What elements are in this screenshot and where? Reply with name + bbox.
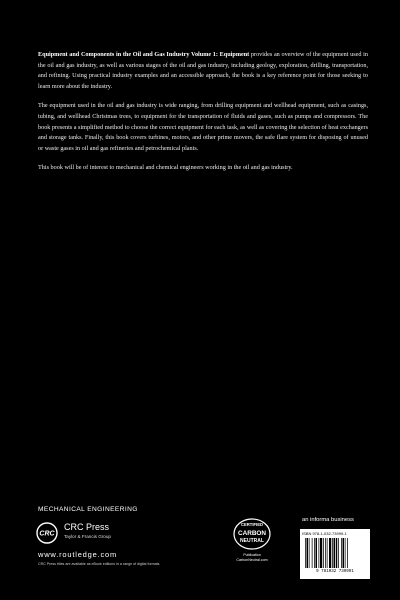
barcode-bar xyxy=(320,538,322,568)
carbon-neutral-caption xyxy=(228,553,276,563)
barcode-bar xyxy=(336,538,338,568)
blurb-paragraph-3: This book will be of interest to mechanical and chemical engineers working in the oil and gas industry. xyxy=(38,164,293,172)
barcode-bar xyxy=(309,538,310,568)
seal-line-2: CARBON xyxy=(237,530,267,537)
blurb-paragraph-1-text: provides an overview of the equipment used in the oil and gas industry, as well as various stages of the oil and gas industry, including geology, exploration, drilling, transportation, and refining. Using practical industry examples and an accessible approach, the book is a key reference point for those seeking to learn more about the industry. xyxy=(38,51,368,90)
carbon-caption-line-1: Publication xyxy=(243,553,261,557)
back-cover-blurb xyxy=(38,50,368,183)
ebook-note: CRC Press titles are available as eBook editions in a range of digital formats xyxy=(38,562,160,566)
publisher-group: Taylor & Francis Group xyxy=(64,534,111,539)
barcode-bar xyxy=(327,538,328,568)
barcode-bar xyxy=(312,538,313,568)
informa-tagline: an informa business xyxy=(302,517,354,523)
barcode-bar xyxy=(332,538,333,568)
barcode-bar xyxy=(307,538,309,568)
barcode-bar xyxy=(305,538,306,568)
isbn-barcode-block xyxy=(300,529,370,579)
seal-line-1: CERTIFIED xyxy=(240,522,264,527)
barcode-bar xyxy=(338,538,339,568)
barcode-bar xyxy=(345,538,346,568)
carbon-neutral-seal-icon xyxy=(232,517,272,551)
barcode-bar xyxy=(334,538,336,568)
subject-category: MECHANICAL ENGINEERING xyxy=(38,506,138,513)
barcode-digits: 9 781032 739991 xyxy=(316,570,354,574)
seal-line-3: NEUTRAL xyxy=(240,538,264,544)
barcode-bar xyxy=(323,538,324,568)
blurb-paragraph-1 xyxy=(38,50,368,92)
barcode-bar xyxy=(343,538,345,568)
barcode-bar xyxy=(325,538,326,568)
publisher-name: CRC Press xyxy=(64,522,110,532)
barcode-bar xyxy=(314,538,315,568)
blurb-paragraph-2: The equipment used in the oil and gas industry is wide ranging, from drilling equipment and wellhead equipment, such as casings, tubing, and wellhead Christmas trees, to equipment for the transportation of fluids and gases, such as pumps and compressors. The book presents a simplified method to choose the correct equipment for each task, as well as covering the selection of heat exchangers and storage tanks. Finally, this book covers turbines, motors, and other prime movers, the safe flare system for disposing of unused or waste gases in oil and gas refineries and petrochemical plants. xyxy=(38,102,368,152)
logo-text: CRC xyxy=(39,530,55,538)
isbn-number: ISBN 978-1-032-73999-1 xyxy=(302,531,347,536)
barcode-bar xyxy=(329,538,331,568)
barcode-bar xyxy=(341,538,342,568)
barcode-bar xyxy=(319,538,320,568)
carbon-caption-line-2: CarbonNeutral.com xyxy=(236,558,268,562)
barcode-icon xyxy=(305,538,365,568)
publisher-website: www.routledge.com xyxy=(38,550,118,559)
book-title-lead: Equipment and Components in the Oil and Gas Industry Volume 1: Equipment xyxy=(38,51,250,58)
crc-press-logo-icon xyxy=(36,522,58,544)
barcode-bar xyxy=(347,538,348,568)
barcode-bar xyxy=(316,538,318,568)
